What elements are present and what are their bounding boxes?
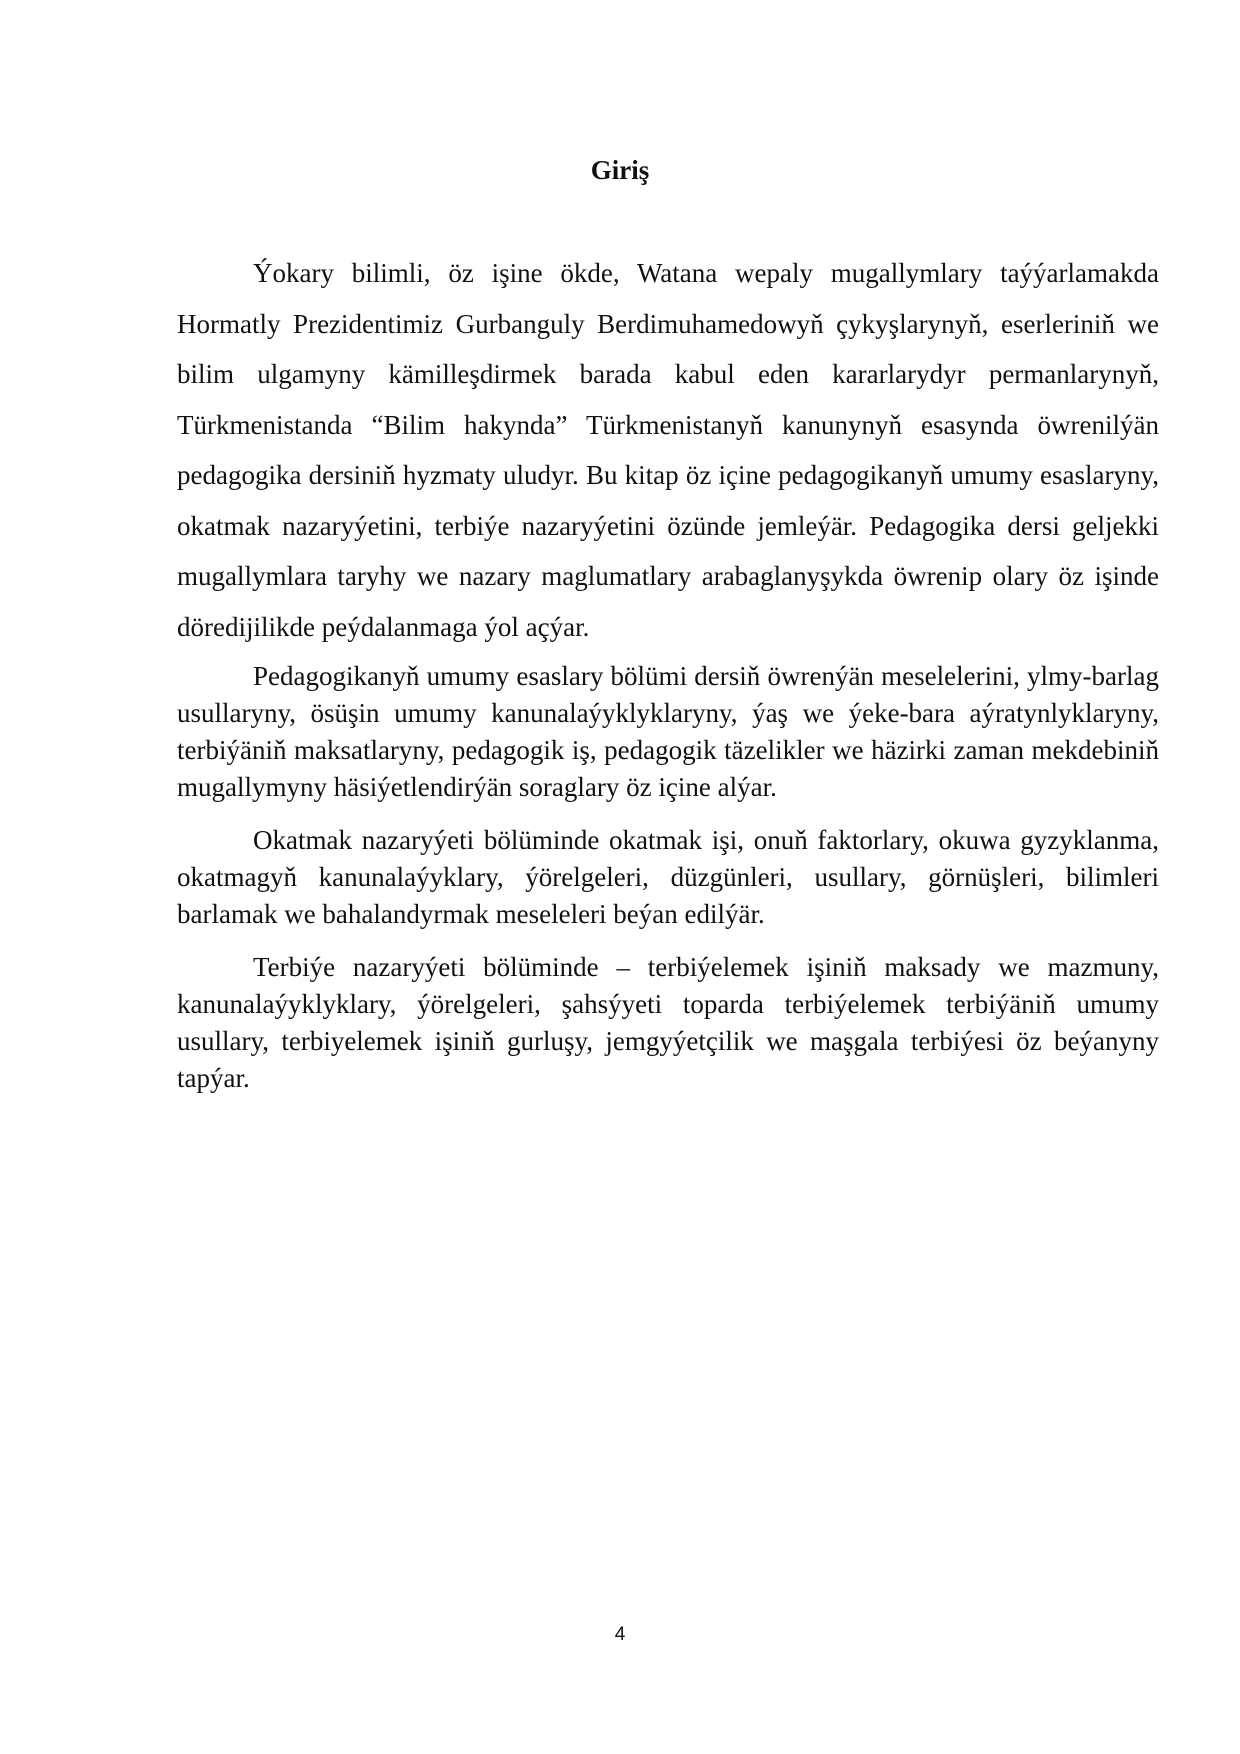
body-text xyxy=(177,248,1159,1097)
paragraph-teaching-theory: Okatmak nazaryýeti bölüminde okatmak işi, onuň faktorlary, okuwa gyzyklanma, okatmagyň kanunalaýyklary, ýörelgeleri, düzgünleri, usullary, görnüşleri, bilimleri barlamak we bahalandyrmak meseleleri beýan edilýär. xyxy=(177,825,1159,929)
paragraph-intro: Ýokary bilimli, öz işine ökde, Watana wepaly mugallymlary taýýarlamakda Hormatly Prezidentimiz Gurbanguly Berdimuhamedowyň çykyşlarynyň, eserleriniň we bilim ulgamyny kämilleşdirmek barada kabul eden kararlarydyr permanlarynyň, Türkmenistanda “Bilim hakynda” Türkmenistanyň kanunynyň esasynda öwrenilýän pedagogika dersiniň hyzmaty uludyr. Bu kitap öz içine pedagogikanyň umumy esaslaryny, okatmak nazaryýetini, terbiýe nazaryýetini özünde jemleýär. Pedagogika dersi geljekki mugallymlara taryhy we nazary maglumatlary arabaglanyşykda öwrenip olary öz işinde döredijilikde peýdalanmaga ýol açýar. xyxy=(177,258,1159,642)
paragraph-upbringing-theory: Terbiýe nazaryýeti bölüminde – terbiýelemek işiniň maksady we mazmuny, kanunalaýyklyklary, ýörelgeleri, şahsýyeti toparda terbiýelemek terbiýäniň umumy usullary, terbiyelemek işiniň gurluşy, jemgyýetçilik we maşgala terbiýesi öz beýanyny tapýar. xyxy=(177,952,1159,1093)
paragraph-general-principles: Pedagogikanyň umumy esaslary bölümi dersiň öwrenýän meselelerini, ylmy-barlag usullaryny, ösüşin umumy kanunalaýyklyklaryny, ýaş we ýeke-bara aýratynlyklaryny, terbiýäniň maksatlaryny, pedagogik iş, pedagogik täzelikler we häzirki zaman mekdebiniň mugallymyny häsiýetlendirýän soraglary öz içine alýar. xyxy=(177,661,1159,802)
page-title: Giriş xyxy=(590,155,650,185)
page-number: 4 xyxy=(614,1624,626,1645)
